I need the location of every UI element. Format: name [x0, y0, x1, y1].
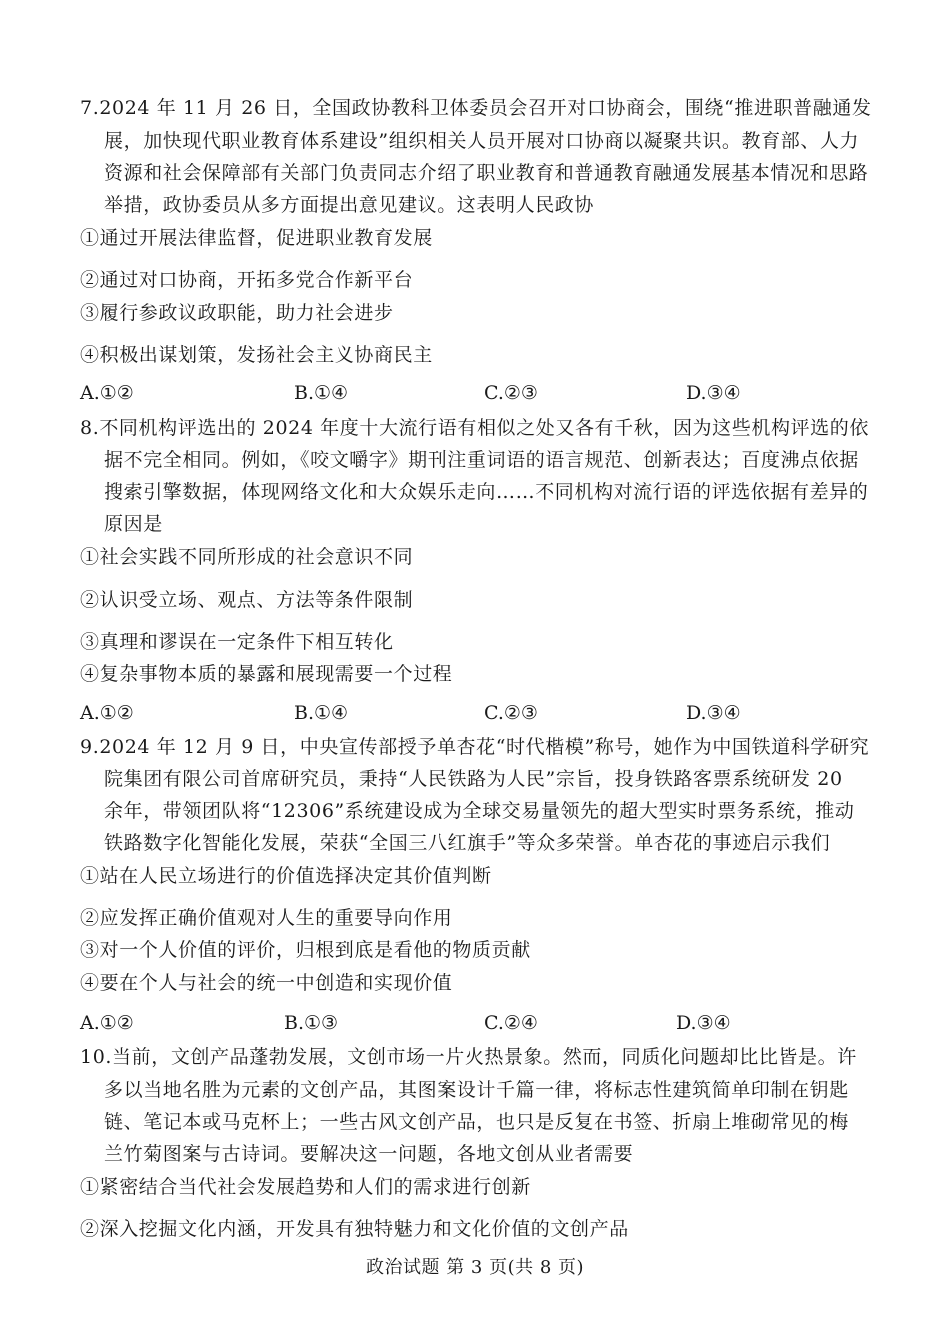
- page-footer: 政治试题 第 3 页(共 8 页): [365, 1257, 585, 1278]
- question-7-choice-c: C.②③: [484, 382, 538, 404]
- question-8-choice-b: B.①④: [294, 702, 349, 724]
- question-8-option-2: ②认识受立场、观点、方法等条件限制: [80, 589, 414, 611]
- question-9-stem-line-1: 9.2024 年 12 月 9 日，中央宣传部授予单杏花“时代楷模”称号，她作为中国铁道科学研究: [80, 736, 870, 758]
- question-7-stem-line-3: 资源和社会保障部有关部门负责同志介绍了职业教育和普通教育融通发展基本情况和思路: [104, 162, 869, 184]
- question-7-option-1: ①通过开展法律监督，促进职业教育发展: [80, 227, 433, 249]
- question-8-stem-line-3: 搜索引擎数据，体现网络文化和大众娱乐走向……不同机构对流行语的评选依据有差异的: [104, 481, 869, 503]
- question-8-stem-line-1: 8.不同机构评选出的 2024 年度十大流行语有相似之处又各有千秋，因为这些机构评选的依: [80, 417, 869, 439]
- question-8-choice-c: C.②③: [484, 702, 538, 724]
- question-8-stem-line-4: 原因是: [104, 513, 163, 535]
- question-10-stem-line-2: 多以当地名胜为元素的文创产品，其图案设计千篇一律，将标志性建筑简单印制在钥匙: [104, 1079, 849, 1101]
- question-9-option-2: ②应发挥正确价值观对人生的重要导向作用: [80, 907, 453, 929]
- question-7-stem-line-2: 展，加快现代职业教育体系建设”组织相关人员开展对口协商以凝聚共识。教育部、人力: [104, 130, 860, 152]
- question-7-option-3: ③履行参政议政职能，助力社会进步: [80, 302, 394, 324]
- question-10-stem-line-4: 兰竹菊图案与古诗词。要解决这一问题，各地文创从业者需要: [104, 1143, 634, 1165]
- question-7-option-4: ④积极出谋划策，发扬社会主义协商民主: [80, 344, 433, 366]
- question-9-stem-line-2: 院集团有限公司首席研究员，秉持“人民铁路为人民”宗旨，投身铁路客票系统研发 20: [104, 768, 843, 790]
- question-10-stem-line-1: 10.当前，文创产品蓬勃发展，文创市场一片火热景象。然而，同质化问题却比比皆是。许: [80, 1046, 857, 1068]
- question-9-choice-c: C.②④: [484, 1012, 538, 1034]
- question-7-choice-d: D.③④: [686, 382, 741, 404]
- question-9-option-1: ①站在人民立场进行的价值选择决定其价值判断: [80, 865, 492, 887]
- question-7-choice-a: A.①②: [80, 382, 134, 404]
- question-9-choice-a: A.①②: [80, 1012, 134, 1034]
- question-8-option-1: ①社会实践不同所形成的社会意识不同: [80, 546, 414, 568]
- question-7-stem-line-4: 举措，政协委员从多方面提出意见建议。这表明人民政协: [104, 194, 595, 216]
- question-9-choice-d: D.③④: [676, 1012, 731, 1034]
- question-9-option-4: ④要在个人与社会的统一中创造和实现价值: [80, 972, 453, 994]
- question-7-choice-b: B.①④: [294, 382, 349, 404]
- question-8-option-3: ③真理和谬误在一定条件下相互转化: [80, 631, 394, 653]
- question-9-option-3: ③对一个人价值的评价，归根到底是看他的物质贡献: [80, 939, 531, 961]
- question-8-choice-a: A.①②: [80, 702, 134, 724]
- question-10-option-1: ①紧密结合当代社会发展趋势和人们的需求进行创新: [80, 1176, 531, 1198]
- question-10-stem-line-3: 链、笔记本或马克杯上；一些古风文创产品，也只是反复在书签、折扇上堆砌常见的梅: [104, 1111, 849, 1133]
- question-9-stem-line-4: 铁路数字化智能化发展，荣获“全国三八红旗手”等众多荣誉。单杏花的事迹启示我们: [104, 832, 831, 854]
- question-8-choice-d: D.③④: [686, 702, 741, 724]
- question-7-option-2: ②通过对口协商，开拓多党合作新平台: [80, 269, 414, 291]
- question-9-stem-line-3: 余年，带领团队将“12306”系统建设成为全球交易量领先的超大型实时票务系统，推动: [104, 800, 855, 822]
- question-7-stem-line-1: 7.2024 年 11 月 26 日，全国政协教科卫体委员会召开对口协商会，围绕“推进职普融通发: [80, 97, 872, 119]
- question-9-choice-b: B.①③: [284, 1012, 339, 1034]
- question-10-option-2: ②深入挖掘文化内涵，开发具有独特魅力和文化价值的文创产品: [80, 1218, 629, 1240]
- question-8-option-4: ④复杂事物本质的暴露和展现需要一个过程: [80, 663, 453, 685]
- question-8-stem-line-2: 据不完全相同。例如，《咬文嚼字》期刊注重词语的语言规范、创新表达；百度沸点依据: [104, 449, 859, 471]
